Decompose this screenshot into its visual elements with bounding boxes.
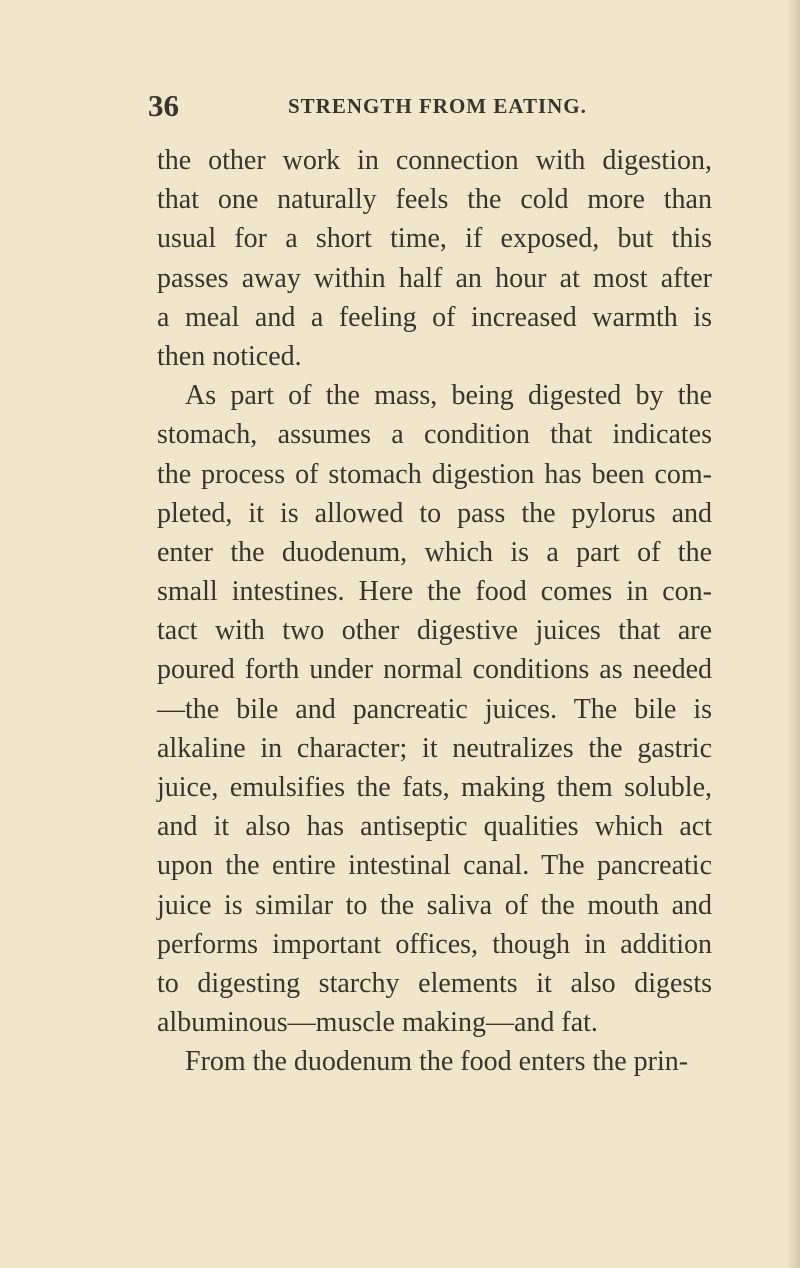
text-line: the process of stomach digestion has been com-: [157, 458, 712, 490]
text-line: usual for a short time, if exposed, but this: [157, 223, 712, 255]
body-text: [157, 141, 712, 1082]
text-line: tact with two other digestive juices that are: [157, 615, 712, 647]
page-number: 36: [148, 88, 179, 123]
text-line: As part of the mass, being digested by the: [185, 380, 712, 412]
text-line: passes away within half an hour at most after: [157, 262, 712, 294]
page-header: [148, 86, 702, 126]
running-head: STRENGTH FROM EATING.: [288, 94, 587, 118]
text-line: small intestines. Here the food comes in con-: [157, 576, 712, 608]
text-line: alkaline in character; it neutralizes the gastric: [157, 732, 712, 764]
text-line: pleted, it is allowed to pass the pylorus and: [157, 497, 712, 529]
text-line: then noticed.: [157, 340, 302, 372]
page-edge-shadow: [786, 0, 800, 1268]
text-line: performs important offices, though in addition: [157, 928, 712, 960]
text-line: From the duodenum the food enters the prin-: [185, 1046, 689, 1078]
text-line: juice, emulsifies the fats, making them soluble,: [157, 772, 712, 803]
text-line: —the bile and pancreatic juices. The bile is: [157, 693, 712, 725]
text-line: the other work in connection with digestion,: [157, 145, 712, 176]
text-line: upon the entire intestinal canal. The pancreatic: [157, 850, 712, 882]
text-line: and it also has antiseptic qualities which act: [157, 811, 712, 843]
text-line: albuminous—muscle making—and fat.: [157, 1007, 598, 1039]
text-line: to digesting starchy elements it also digests: [157, 967, 712, 999]
text-line: that one naturally feels the cold more than: [157, 184, 712, 216]
text-line: a meal and a feeling of increased warmth is: [157, 301, 712, 333]
text-line: poured forth under normal conditions as needed: [157, 654, 712, 686]
text-line: juice is similar to the saliva of the mouth and: [157, 889, 712, 921]
text-line: stomach, assumes a condition that indicates: [157, 419, 712, 451]
text-line: enter the duodenum, which is a part of the: [157, 536, 712, 568]
